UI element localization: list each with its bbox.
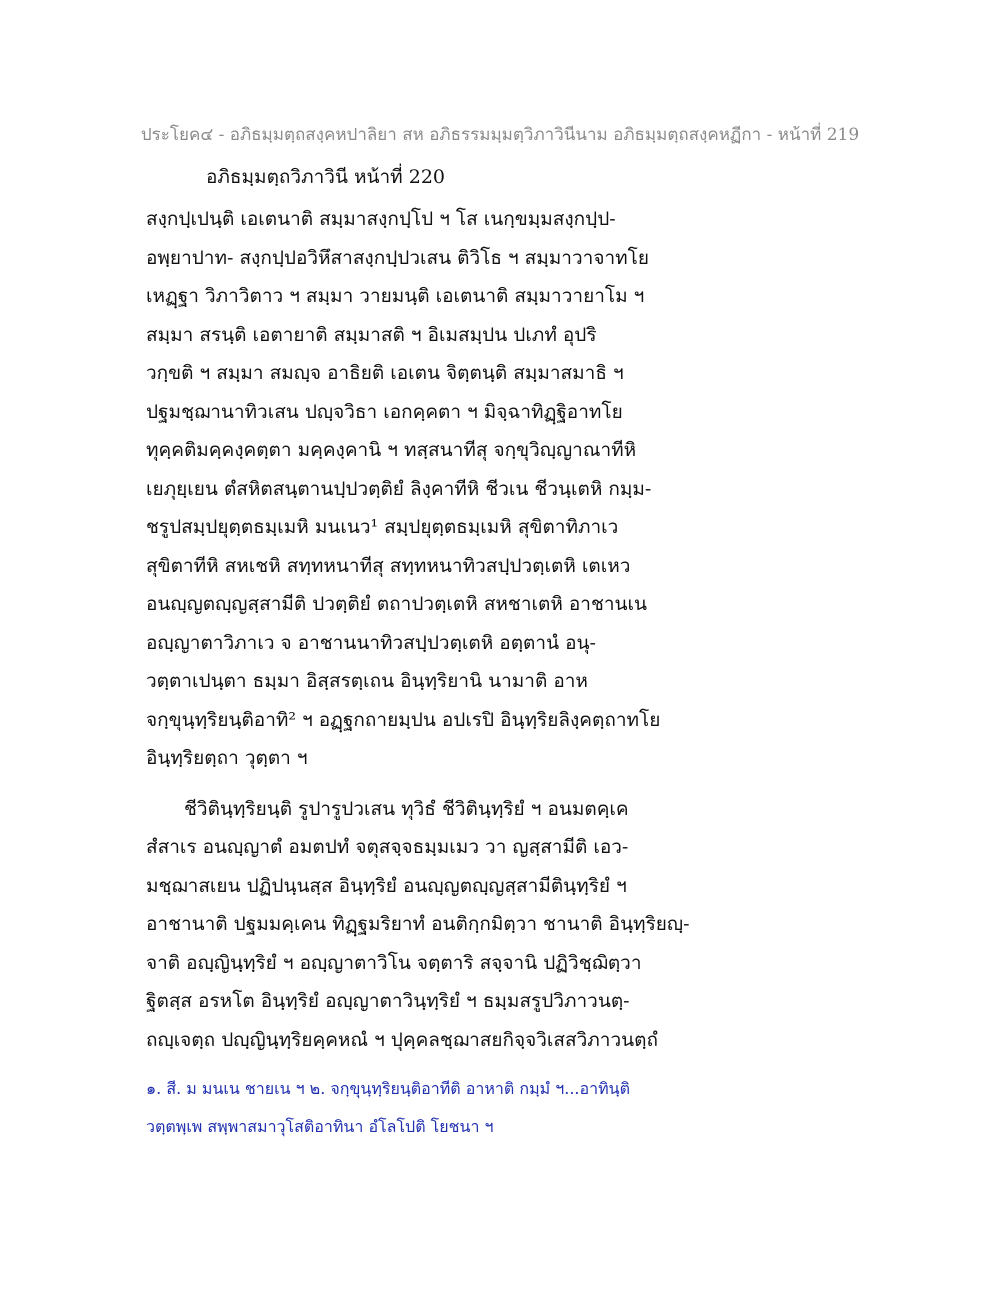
text-line: สงฺกปฺเปนฺติ เอเตนาติ สมฺมาสงฺกปฺโป ฯ โส เนกฺขมฺมสงฺกปฺป- (146, 208, 616, 230)
text-line: จกฺขุนฺทฺริยนฺติอาทิ² ฯ อฏฺฐกถายมฺปน อปเรปิ อินฺทฺริยลิงฺคตฺถาทโย (146, 708, 661, 731)
text-line: ทุคฺคติมคฺคงฺคตฺตา มคฺคงฺคานิ ฯ ทสฺสนาทีสุ จกฺขุวิญฺญาณาทีหิ (146, 439, 637, 461)
footnote-line: ๑. สี. ม มนเน ชายเน ฯ ๒. จกฺขุนฺทฺริยนฺติอาทีติ อาหาติ กมฺมํ ฯ...อาทินฺติ (146, 1079, 630, 1098)
text-line: อาชานาติ ปฐมมคฺเคน ทิฏฺฐมริยาทํ อนติกฺกมิตฺวา ชานาติ อินฺทฺริยญฺ- (146, 913, 690, 935)
text-line: ฐิตสฺส อรหโต อินฺทฺริยํ อญฺญาตาวินฺทฺริยํ ฯ ธมฺมสรูปวิภาวนตฺ- (146, 990, 630, 1012)
footnote-line: วตฺตพฺเพ สพฺพาสมาวุโสติอาทินา อํโลโปติ โยชนา ฯ (146, 1117, 494, 1136)
text-line: มชฺฌาสเยน ปฏิปนฺนสฺส อินฺทฺริยํ อนญฺญตญฺญสฺสามีตินฺทฺริยํ ฯ (146, 874, 627, 897)
text-line: วกฺขติ ฯ สมฺมา สมญฺจ อาธิยติ เอเตน จิตฺตนฺติ สมฺมาสมาธิ ฯ (146, 362, 624, 384)
text-line: จาติ อญฺญินฺทฺริยํ ฯ อญฺญาตาวิโน จตฺตาริ สจฺจานิ ปฏิวิชฺฌิตฺวา (146, 951, 642, 974)
text-line: วตฺตาเปนฺตา ธมฺมา อิสฺสรตฺเถน อินฺทฺริยานิ นามาติ อาห (146, 670, 588, 692)
text-line: ถญฺเจตฺถ ปญฺญินฺทฺริยคฺคหณํ ฯ ปุคฺคลชฺฌาสยกิจฺจวิเสสวิภาวนตฺถํ (146, 1028, 658, 1051)
running-header: ประโยค๔ - อภิธมฺมตฺถสงฺคหปาลิยา สห อภิธรรมมฺมตฺวิภาวินีนาม อภิธมฺมตฺถสงฺคหฏีกา - หน้าที่ 219 (140, 125, 860, 145)
page-heading: อภิธมฺมตฺถวิภาวินี หน้าที่ 220 (206, 166, 445, 188)
text-line: ชีวิตินฺทฺริยนฺติ รูปารูปวเสน ทุวิธํ ชีวิตินฺทฺริยํ ฯ อนมตคฺเค (184, 797, 629, 820)
text-line: อินฺทฺริยตฺถา วุตฺตา ฯ (146, 747, 308, 769)
text-line: เยภุยฺเยน ตํสหิตสนฺตานปฺปวตฺติยํ ลิงฺคาทีหิ ชีวเน ชีวนฺเตหิ กมฺม- (146, 477, 652, 500)
footnotes (146, 1070, 866, 1146)
text-line: สุขิตาทีหิ สหเชหิ สทฺทหนาทีสุ สทฺทหนาทิวสปฺปวตฺเตหิ เตเหว (146, 554, 631, 577)
text-line: ชรูปสมฺปยุตฺตธมฺเมหิ มนเนว¹ สมฺปยุตฺตธมฺเมหิ สุขิตาทิภาเว (146, 516, 619, 538)
text-line: อญฺญาตาวิภาเว จ อาชานนาทิวสปฺปวตฺเตหิ อตฺตานํ อนุ- (146, 631, 596, 654)
text-line: อนญฺญตญฺญสฺสามีติ ปวตฺติยํ ตถาปวตฺเตหิ สหชาเตหิ อาชานเน (146, 593, 648, 615)
text-line: เหฏฺฐา วิภาวิตาว ฯ สมฺมา วายมนฺติ เอเตนาติ สมฺมาวายาโม ฯ (146, 285, 645, 307)
text-line: สมฺมา สรนฺติ เอตายาติ สมฺมาสติ ฯ อิเมสมฺปน ปเภทํ อุปริ (146, 323, 597, 346)
text-line: อพฺยาปาท- สงฺกปฺปอวิหึสาสงฺกปฺปวเสน ติวิโธ ฯ สมฺมาวาจาทโย (146, 246, 649, 269)
body-text (146, 200, 866, 1059)
paragraph-gap (146, 778, 866, 790)
text-line: สํสาเร อนญฺญาตํ อมตปทํ จตุสจฺจธมฺมเมว วา ญสฺสามีติ เอว- (146, 836, 629, 858)
text-line: ปฐมชฺฌานาทิวเสน ปญฺจวิธา เอกคฺคตา ฯ มิจฺฉาทิฏฺฐิอาทโย (146, 400, 623, 423)
